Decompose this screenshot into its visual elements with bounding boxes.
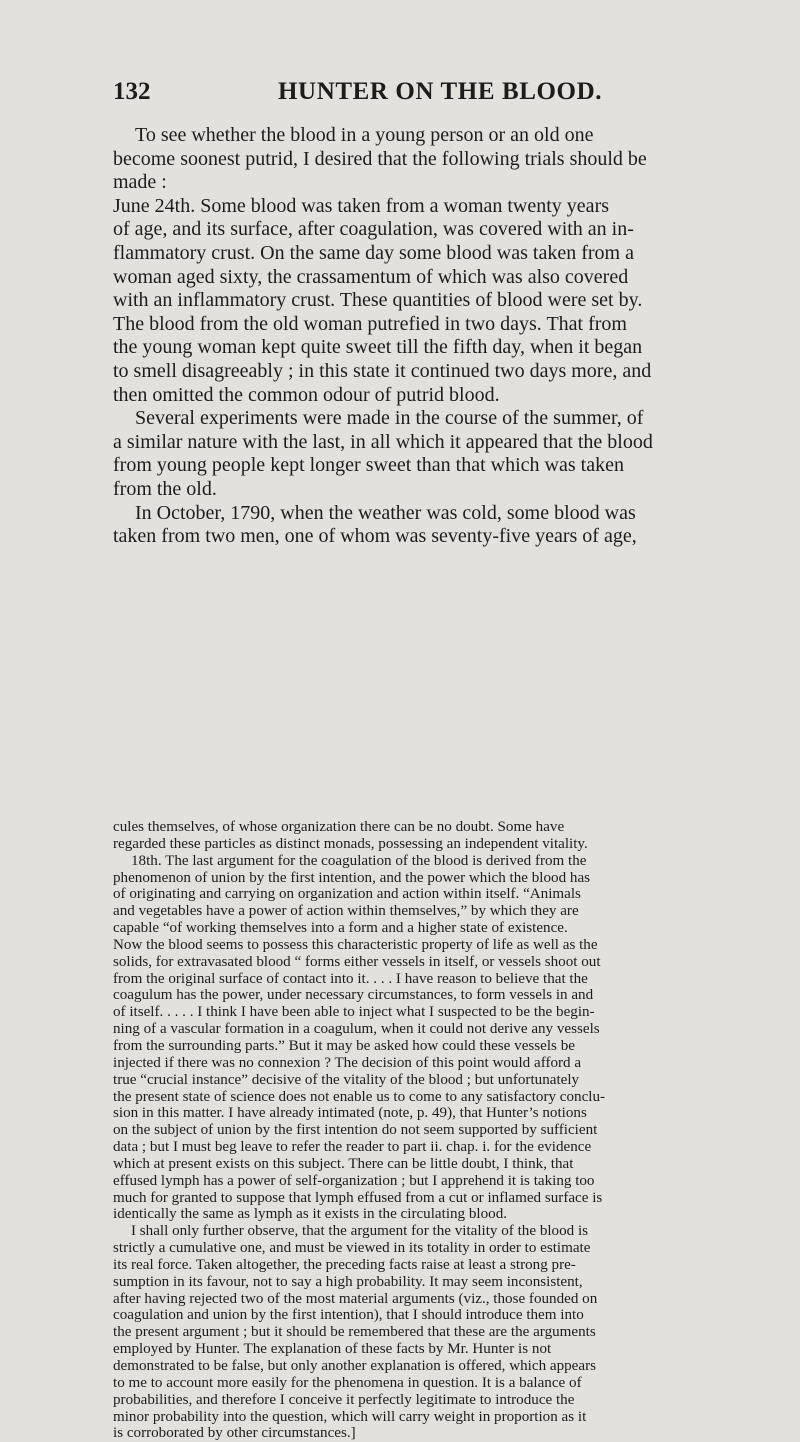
footnote-line: which at present exists on this subject. There can be little doubt, I think, that xyxy=(113,1155,574,1172)
footnote-line: ning of a vascular formation in a coagulum, when it could not derive any vessels xyxy=(113,1021,600,1038)
text-line: To see whether the blood in a young person or an old one xyxy=(135,124,594,146)
footnote-line: the present argument ; but it should be remembered that these are the arguments xyxy=(113,1324,596,1341)
footnote-line: demonstrated to be false, but only another explanation is offered, which appears xyxy=(113,1358,596,1374)
text-line: woman aged sixty, the crassamentum of which was also covered xyxy=(113,265,629,288)
footnote-line: to me to account more easily for the phenomena in question. It is a balance of xyxy=(113,1374,582,1391)
text-line: The blood from the old woman putrefied in two days. That from xyxy=(113,312,627,335)
footnote-line: effused lymph has a power of self-organization ; but I apprehend it is taking too xyxy=(113,1172,595,1189)
text-line: from the old. xyxy=(113,477,217,500)
text-line: taken from two men, one of whom was seventy-five years of age, xyxy=(113,525,637,548)
text-line: with an inflammatory crust. These quantities of blood were set by. xyxy=(113,289,643,312)
main-text xyxy=(113,124,725,549)
page-header xyxy=(0,68,800,118)
text-line: then omitted the common odour of putrid blood. xyxy=(113,383,500,406)
text-line: Several experiments were made in the course of the summer, of xyxy=(135,407,644,430)
text-line: In October, 1790, when the weather was cold, some blood was xyxy=(135,501,636,524)
footnote-line: strictly a cumulative one, and must be viewed in its totality in order to estimate xyxy=(113,1240,591,1257)
footnote-line: identically the same as lymph as it exists in the circulating blood. xyxy=(113,1206,508,1223)
footnote-line: much for granted to suppose that lymph effused from a cut or inflamed surface is xyxy=(113,1189,603,1206)
footnote-line: on the subject of union by the first intention do not seem supported by sufficient xyxy=(113,1122,598,1139)
footnote-line: minor probability into the question, which will carry weight in proportion as it xyxy=(113,1408,587,1425)
footnote-line: of originating and carrying on organization and action within itself. “Animals xyxy=(113,886,581,903)
footnote-line: from the surrounding parts.” But it may be asked how could these vessels be xyxy=(113,1037,575,1054)
footnote-line: employed by Hunter. The explanation of these facts by Mr. Hunter is not xyxy=(113,1341,552,1358)
text-line: the young woman kept quite sweet till the fifth day, when it began xyxy=(113,336,643,359)
footnote-line: solids, for extravasated blood “ forms either vessels in itself, or vessels shoot out xyxy=(113,953,601,970)
footnote-line: I shall only further observe, that the argument for the vitality of the blood is xyxy=(131,1223,589,1240)
footnote-line: the present state of science does not enable us to come to any satisfactory conclu- xyxy=(113,1088,606,1105)
page-number: 132 xyxy=(113,78,151,105)
footnote-line: coagulation and union by the first intention), that I should introduce them into xyxy=(113,1307,584,1324)
footnote-line: coagulum has the power, under necessary circumstances, to form vessels in and xyxy=(113,987,594,1004)
footnote xyxy=(113,819,726,1442)
footnote-line: regarded these particles as distinct monads, possessing an independent vitality. xyxy=(113,835,588,852)
text-line: become soonest putrid, I desired that the following trials should be xyxy=(113,147,647,170)
footnote-line: capable “of working themselves into a form and a higher state of existence. xyxy=(113,920,568,937)
footnote-line: phenomenon of union by the first intention, and the power which the blood has xyxy=(113,869,591,886)
footnote-line: 18th. The last argument for the coagulation of the blood is derived from the xyxy=(131,852,587,869)
footnote-line: sion in this matter. I have already intimated (note, p. 49), that Hunter’s notions xyxy=(113,1105,587,1122)
text-line: from young people kept longer sweet than that which was taken xyxy=(113,454,624,477)
footnote-line: is corroborated by other circumstances.] xyxy=(113,1425,356,1442)
footnote-line: after having rejected two of the most material arguments (viz., those founded on xyxy=(113,1290,598,1307)
footnote-line: cules themselves, of whose organization there can be no doubt. Some have xyxy=(113,819,565,835)
footnote-line: of itself. . . . . I think I have been able to inject what I suspected to be the begin- xyxy=(113,1004,595,1021)
footnote-line: sumption in its favour, not to say a high probability. It may seem inconsistent, xyxy=(113,1273,583,1290)
text-line: June 24th. Some blood was taken from a woman twenty years xyxy=(113,194,610,217)
footnote-line: true “crucial instance” decisive of the vitality of the blood ; but unfortunately xyxy=(113,1071,580,1088)
footnote-line: Now the blood seems to possess this characteristic property of life as well as the xyxy=(113,936,598,953)
text-line: made : xyxy=(113,171,167,194)
footnote-line: from the original surface of contact into it. . . . I have reason to believe that the xyxy=(113,970,588,987)
footnote-line: data ; but I must beg leave to refer the reader to part ii. chap. i. for the evidence xyxy=(113,1139,592,1156)
text-line: a similar nature with the last, in all which it appeared that the blood xyxy=(113,430,653,453)
text-line: of age, and its surface, after coagulation, was covered with an in- xyxy=(113,218,634,241)
text-line: to smell disagreeably ; in this state it continued two days more, and xyxy=(113,359,652,382)
running-title: HUNTER ON THE BLOOD. xyxy=(278,78,603,105)
footnote-line: injected if there was no connexion ? The decision of this point would afford a xyxy=(113,1054,582,1071)
text-line: flammatory crust. On the same day some blood was taken from a xyxy=(113,241,634,264)
footnote-line: probabilities, and therefore I conceive it perfectly legitimate to introduce the xyxy=(113,1391,575,1408)
footnote-line: its real force. Taken altogether, the preceding facts raise at least a strong pre- xyxy=(113,1256,576,1273)
footnote-line: and vegetables have a power of action within themselves,” by which they are xyxy=(113,903,579,920)
